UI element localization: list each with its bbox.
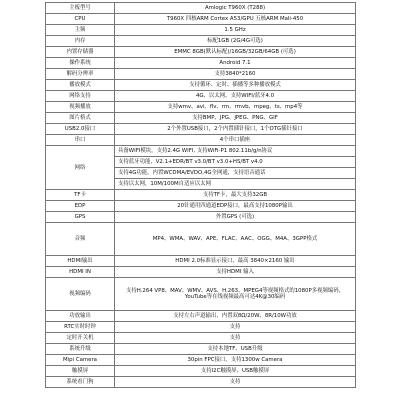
spec-value: 支持wmv、avi、flv、rm、rmvb、mpeg、ts、mp4等 bbox=[115, 102, 356, 113]
spec-label: GPS bbox=[46, 212, 115, 223]
spec-label: TF卡 bbox=[46, 190, 115, 201]
spec-row bbox=[46, 80, 356, 91]
spec-row bbox=[46, 124, 356, 135]
spec-value: Android 7.1 bbox=[115, 58, 356, 69]
spec-row bbox=[46, 47, 356, 58]
spec-label: 功放输出 bbox=[46, 311, 115, 322]
spec-label: 系统升级 bbox=[46, 344, 115, 355]
spec-row bbox=[46, 223, 356, 256]
spec-value: 支持BMP、JPG、JPEG、PNG、GIF bbox=[115, 113, 356, 124]
spec-label: 解码分辨率 bbox=[46, 69, 115, 80]
spec-row bbox=[46, 91, 356, 102]
spec-row bbox=[46, 322, 356, 333]
spec-row bbox=[46, 256, 356, 267]
spec-value: MP4、WMA、WAV、APE、FLAC、AAC、OGG、M4A、3GPP格式 bbox=[115, 223, 356, 256]
spec-value: 支持I2C触摸屏、USB触摸屏 bbox=[115, 366, 356, 377]
spec-label: 音频 bbox=[46, 223, 115, 256]
spec-label: 操作系统 bbox=[46, 58, 115, 69]
spec-value: 支持TF卡，最大支持32GB bbox=[115, 190, 356, 201]
spec-value: 2个外置USB接口，2个内置插针接口，1个OTG插针接口 bbox=[115, 124, 356, 135]
spec-value: 支持蓝牙功能，V2.1+EDR/BT v3.0/BT v3.0+HS/BT v4.0 bbox=[115, 157, 356, 168]
spec-value: 支持本地TF、USB升级 bbox=[115, 344, 356, 355]
spec-value: 20针通用四通道EDP接口，最高支持1080P输出 bbox=[115, 201, 356, 212]
spec-label: HDMI输出 bbox=[46, 256, 115, 267]
spec-row bbox=[46, 311, 356, 322]
spec-row bbox=[46, 377, 356, 388]
spec-label: 视频编码 bbox=[46, 278, 115, 311]
spec-row bbox=[46, 212, 356, 223]
spec-row bbox=[46, 14, 356, 25]
spec-label: 图片格式 bbox=[46, 113, 115, 124]
spec-label: 串口 bbox=[46, 135, 115, 146]
spec-label: EDP bbox=[46, 201, 115, 212]
spec-row bbox=[46, 3, 356, 14]
spec-value: 支持 bbox=[115, 322, 356, 333]
spec-value: HDMI 2.0标准显示接口，最高 3840×2160 输出 bbox=[115, 256, 356, 267]
spec-value: 支持左右声道输出，内置双8Ω/20W、8R/10W功放 bbox=[115, 311, 356, 322]
spec-row bbox=[46, 146, 356, 157]
spec-label: 内置存储器 bbox=[46, 47, 115, 58]
spec-row bbox=[46, 69, 356, 80]
spec-label: 播放模式 bbox=[46, 80, 115, 91]
spec-value: 支持 bbox=[115, 333, 356, 344]
spec-value: Amlogic T960X (T288) bbox=[115, 3, 356, 14]
spec-table-body bbox=[46, 3, 356, 388]
spec-value: 支持 bbox=[115, 377, 356, 388]
spec-row bbox=[46, 102, 356, 113]
spec-label: 网络支持 bbox=[46, 91, 115, 102]
spec-row bbox=[46, 36, 356, 47]
spec-value: 支持以太网，10M/100M自适应以太网 bbox=[115, 179, 356, 190]
spec-value: 支持4G功能，内置WCDMA/EVDO,4G全网通，支持语音通话 bbox=[115, 168, 356, 179]
spec-label: HDMI IN bbox=[46, 267, 115, 278]
spec-value: 30pin FPC接口，支持1300w Camera bbox=[115, 355, 356, 366]
spec-label: 定时开关机 bbox=[46, 333, 115, 344]
spec-row bbox=[46, 278, 356, 311]
spec-label: USB2.0接口 bbox=[46, 124, 115, 135]
spec-row bbox=[46, 333, 356, 344]
spec-label: 主板型号 bbox=[46, 3, 115, 14]
spec-value: 标配1GB (2G/4G可选) bbox=[115, 36, 356, 47]
spec-value: T960X 四核ARM Cortex A53/GPU 五核ARM Mali-450 bbox=[115, 14, 356, 25]
spec-value: 支持HDMI 输入 bbox=[115, 267, 356, 278]
spec-row bbox=[46, 25, 356, 36]
spec-label: 主频 bbox=[46, 25, 115, 36]
spec-label: 内存 bbox=[46, 36, 115, 47]
spec-value: 外置GPS (可选) bbox=[115, 212, 356, 223]
spec-row bbox=[46, 267, 356, 278]
spec-label: RTC实时时钟 bbox=[46, 322, 115, 333]
spec-label: 网络 bbox=[46, 146, 115, 190]
spec-row bbox=[46, 366, 356, 377]
spec-label: 系统看门狗 bbox=[46, 377, 115, 388]
spec-row bbox=[46, 135, 356, 146]
spec-row bbox=[46, 201, 356, 212]
spec-row bbox=[46, 355, 356, 366]
spec-value: 1.5 GHz bbox=[115, 25, 356, 36]
spec-value: 4G、以太网、支持WIFI/蓝牙4.0 bbox=[115, 91, 356, 102]
spec-label: 视频播放 bbox=[46, 102, 115, 113]
spec-label: Mipi Camera bbox=[46, 355, 115, 366]
spec-row bbox=[46, 344, 356, 355]
spec-label: 触摸屏 bbox=[46, 366, 115, 377]
spec-value: EMMC 8GB(默认标配)/16GB/32GB/64GB (可选) bbox=[115, 47, 356, 58]
spec-value: 具备WIFI模块，支持2.4G WIFI, 支持WiFi-P1 802.11b/g/n协议 bbox=[115, 146, 356, 157]
spec-table bbox=[45, 2, 356, 388]
spec-value: 4个串口插座 bbox=[115, 135, 356, 146]
spec-row bbox=[46, 113, 356, 124]
spec-label: CPU bbox=[46, 14, 115, 25]
spec-value: 支持H.264 VP8、MAV、WMV、AVS、H.263、MPEG4等视频格式的1080P多视频编码，YouTube等在线视频最高可达4K@30编码 bbox=[115, 278, 356, 311]
spec-row bbox=[46, 58, 356, 69]
spec-value: 支持3840*2160 bbox=[115, 69, 356, 80]
spec-value: 支持循环、定时、插播等多种播放模式 bbox=[115, 80, 356, 91]
spec-row bbox=[46, 190, 356, 201]
